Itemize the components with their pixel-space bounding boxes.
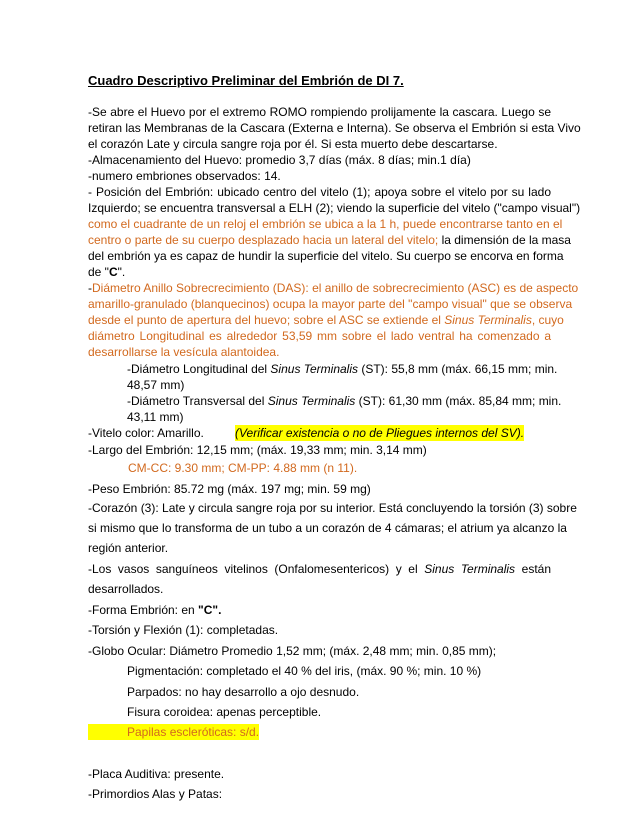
text-line-orange: como el cuadrante de un reloj el embrión se ubica a la 1 h, puede encontrarse tanto en el	[88, 217, 563, 231]
text-line: Parpados: no hay desarrollo a ojo desnudo.	[127, 685, 360, 699]
text-span-orange: Diámetro Anillo Sobrecrecimiento (DAS): el anillo de sobrecrecimiento (ASC) es de aspecto	[92, 281, 579, 295]
text-line: -Peso Embrión: 85.72 mg (máx. 197 mg; min. 59 mg)	[88, 482, 371, 496]
c-shape-bold: C	[108, 265, 118, 279]
text-line-orange	[88, 312, 564, 328]
text-line: el corazón Late y circula sangre roja por él. Si esta muerto debe descartarse.	[88, 137, 498, 151]
text-line: región anterior.	[88, 541, 169, 555]
text-span: -Forma Embrión: en	[88, 603, 199, 617]
text-line-highlighted	[88, 724, 259, 740]
text-span: -	[88, 281, 92, 295]
text-line	[88, 264, 551, 280]
text-span-italic: Sinus Terminalis	[424, 562, 516, 576]
text-span: de "	[88, 265, 109, 279]
text-line	[88, 425, 551, 441]
highlighted-note: Papilas escleróticas: s/d.	[88, 724, 259, 740]
text-line	[88, 232, 571, 248]
text-span-italic: Sinus Terminalis	[444, 313, 532, 327]
text-line: -Globo Ocular: Diámetro Promedio 1,52 mm; (máx. 2,48 mm; min. 0,85 mm);	[88, 644, 497, 658]
text-span: (ST): 61,30 mm (máx. 85,84 mm; min.	[355, 394, 562, 408]
text-span: -Vitelo color: Amarillo.	[88, 426, 204, 440]
text-line: Pigmentación: completado el 40 % del iris, (máx. 90 %; min. 10 %)	[127, 664, 482, 678]
text-span: la dimensión de la masa	[438, 233, 571, 247]
text-line-orange: desarrollarse la vesícula alantoidea.	[88, 345, 280, 359]
text-span-italic: Sinus Terminalis	[267, 394, 356, 408]
text-line	[127, 361, 558, 377]
text-span-bold: "C".	[198, 603, 222, 617]
text-line-orange: amarillo-granulado (blanquecinos) ocupa la mayor parte del "campo visual" que se observa	[88, 297, 573, 311]
text-span-orange: centro o parte de su cuerpo desplazado hacia un lateral del vitelo;	[88, 233, 439, 247]
text-line-orange: CM-CC: 9.30 mm; CM-PP: 4.88 mm (n 11).	[128, 461, 358, 475]
text-line: retiran las Membranas de la Cascara (Externa e Interna). Se observa el Embrión si esta Vivo	[88, 121, 581, 135]
text-line	[127, 393, 562, 409]
text-span: (ST): 55,8 mm (máx. 66,15 mm; min.	[358, 362, 558, 376]
text-line: -Torsión y Flexión (1): completadas.	[88, 623, 279, 637]
text-line: si mismo que lo transforma de un tubo a un corazón de 4 cámaras; el atrium ya alcanzo la	[88, 521, 567, 535]
text-line-orange: diámetro Longitudinal es alrededor 53,59 mm sobre el lado ventral ha comenzado a	[88, 329, 551, 343]
text-span: -Diámetro Transversal del	[127, 394, 268, 408]
text-span: ".	[117, 265, 126, 279]
text-line	[88, 602, 551, 618]
text-line: Izquierdo; se encuentra transversal a ELH (2); viendo la superficie del vitelo ("campo visual")	[88, 201, 581, 215]
text-span-orange: desde el punto de apertura del huevo; sobre el ASC se extiende el	[88, 313, 445, 327]
text-line: -Placa Auditiva: presente.	[88, 767, 225, 781]
text-span: están	[515, 562, 551, 576]
text-line: desarrollados.	[88, 582, 164, 596]
highlighted-note: (Verificar existencia o no de Pliegues internos del SV).	[235, 426, 525, 440]
text-line	[88, 561, 551, 577]
text-span-italic: Sinus Terminalis	[270, 362, 359, 376]
text-span-orange: , cuyo	[531, 313, 564, 327]
text-line: 43,11 mm)	[127, 410, 184, 424]
text-line-orange	[88, 280, 579, 296]
text-line: 48,57 mm)	[127, 378, 185, 392]
document-title: Cuadro Descriptivo Preliminar del Embrión de DI 7.	[88, 73, 404, 88]
text-span: -Diámetro Longitudinal del	[127, 362, 271, 376]
text-line: del embrión ya es capaz de hundir la superficie del vitelo. Su cuerpo se encorva en forma	[88, 249, 564, 263]
text-line: - Posición del Embrión: ubicado centro del vitelo (1); apoya sobre el vitelo por su lado	[88, 185, 551, 199]
text-span: -Los vasos sanguíneos vitelinos (Onfalomesentericos) y el	[88, 562, 425, 576]
text-line: -Se abre el Huevo por el extremo ROMO rompiendo prolijamente la cascara. Luego se	[88, 105, 551, 119]
text-line: -Primordios Alas y Patas:	[88, 787, 223, 801]
text-line: -Almacenamiento del Huevo: promedio 3,7 días (máx. 8 días; min.1 día)	[88, 153, 471, 167]
text-line: -Largo del Embrión: 12,15 mm; (máx. 19,33 mm; min. 3,14 mm)	[88, 443, 427, 457]
text-line: -Corazón (3): Late y circula sangre roja por su interior. Está concluyendo la torsión (3) sobre	[88, 501, 577, 515]
text-line: Fisura coroidea: apenas perceptible.	[127, 705, 322, 719]
text-line: -numero embriones observados: 14.	[88, 169, 281, 183]
